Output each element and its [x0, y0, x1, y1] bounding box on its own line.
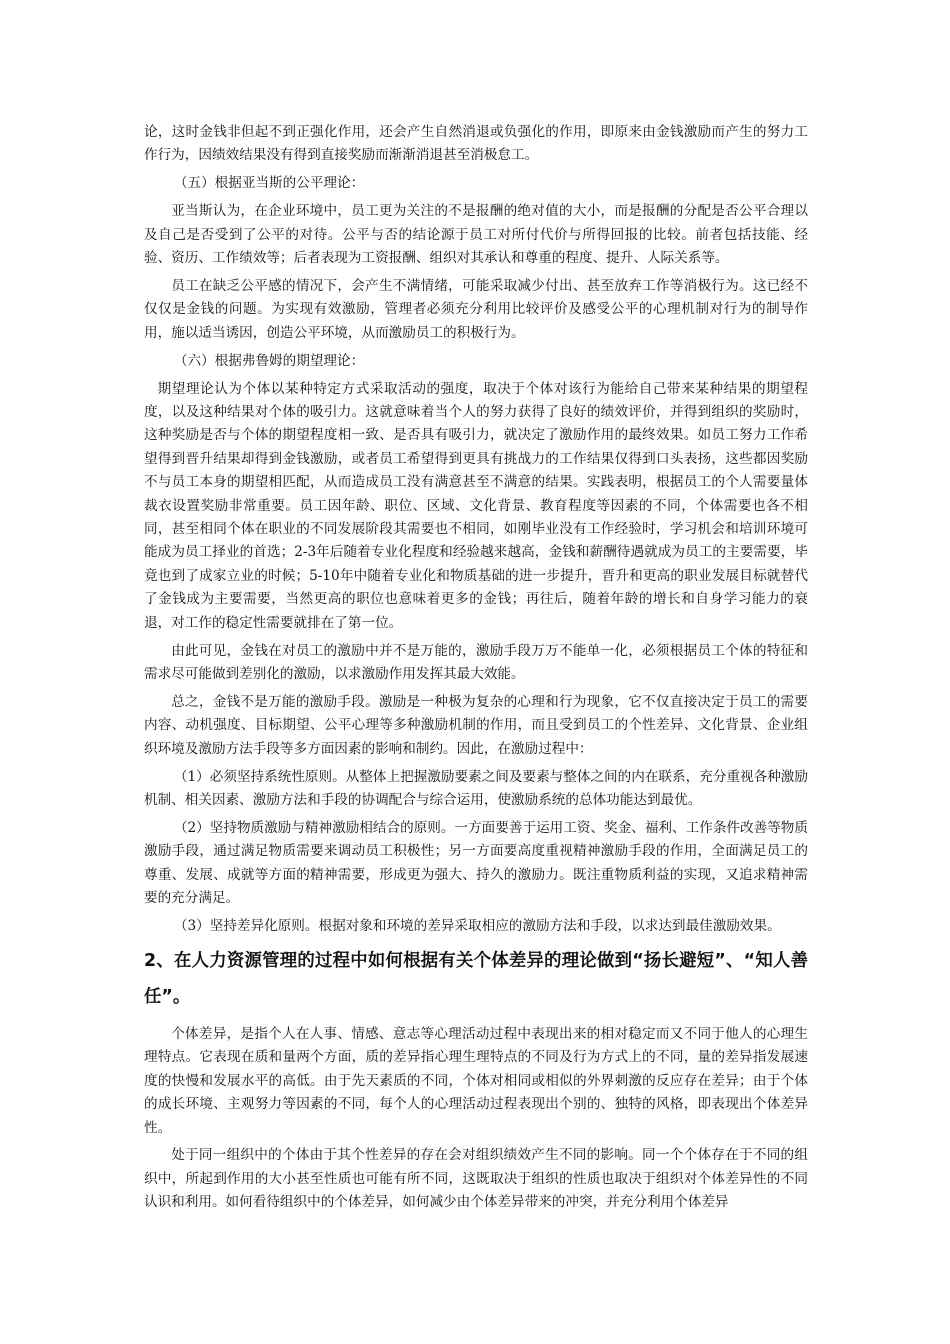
principle-differentiation: （3）坚持差异化原则。根据对象和环境的差异采取相应的激励方法和手段，以求达到最佳激励效果。	[173, 918, 781, 934]
paragraph-adams-theory: 亚当斯认为，在企业环境中，员工更为关注的不是报酬的绝对值的大小，而是报酬的分配是否公平合理以及自己是否受到了公平的对待。公平与否的结论源于员工对所付代价与所得回报的比较。前者包括技能、经验、资历、工作绩效等；后者表现为工资报酬、组织对其承认和尊重的程度、提升、人际关系等。	[144, 203, 808, 267]
document-page	[144, 121, 808, 1219]
principle-systematic: （1）必须坚持系统性原则。从整体上把握激励要素之间及要素与整体之间的内在联系，充分重视各种激励机制、相关因素、激励方法和手段的协调配合与综合运用，使激励系统的总体功能达到最优。	[144, 768, 808, 808]
paragraph-expectancy-theory: 期望理论认为个体以某种特定方式采取活动的强度，取决于个体对该行为能给自己带来某种结果的期望程度，以及这种结果对个体的吸引力。这就意味着当个人的努力获得了良好的绩效评价，并得到组织的奖励时，这种奖励是否与个体的期望程度相一致、是否具有吸引力，就决定了激励作用的最终效果。如员工努力工作希望得到晋升结果却得到金钱激励，或者员工希望得到更具有挑战力的工作结果仅得到口头表扬，这些都因奖励不与员工本身的期望相匹配，从而造成员工没有满意甚至不满意的结果。实践表明，根据员工的个人需要量体裁衣设置奖励非常重要。员工因年龄、职位、区域、文化背景、教育程度等因素的不同，个体需要也各不相同，甚至相同个体在职业的不同发展阶段其需要也不相同，如刚毕业没有工作经验时，学习机会和培训环境可能成为员工择业的首选；2-3年后随着专业化程度和经验越来越高，金钱和薪酬待遇就成为员工的主要需要，毕竟也到了成家立业的时候；5-10年中随着专业化和物质基础的进一步提升，晋升和更高的职业发展目标就替代了金钱成为主要需要，当然更高的职位也意味着更多的金钱；再往后，随着年龄的增长和自身学习能力的衰退，对工作的稳定性需要就排在了第一位。	[144, 380, 808, 631]
principle-material-spiritual: （2）坚持物质激励与精神激励相结合的原则。一方面要善于运用工资、奖金、福利、工作条件改善等物质激励手段，通过满足物质需要来调动员工积极性；另一方面要高度重视精神激励手段的作用，全面满足员工的尊重、发展、成就等方面的精神需要，形成更为强大、持久的激励力。既注重物质利益的实现，又追求精神需要的充分满足。	[144, 819, 808, 907]
section-heading-vroom-expectancy-theory: （六）根据弗鲁姆的期望理论：	[173, 352, 365, 369]
question-heading: 2、在人力资源管理的过程中如何根据有关个体差异的理论做到“扬长避短”、“知人善任”。	[144, 950, 808, 1007]
paragraph-summary: 总之，金钱不是万能的激励手段。激励是一种极为复杂的心理和行为现象，它不仅直接决定于员工的需要内容、动机强度、目标期望、公平心理等多种激励机制的作用，而且受到员工的个性差异、文化背景、企业组织环境及激励方法手段等多方面因素的影响和制约。因此，在激励过程中：	[144, 693, 808, 757]
paragraph-continued: 论，这时金钱非但起不到正强化作用，还会产生自然消退或负强化的作用，即原来由金钱激励而产生的努力工作行为，因绩效结果没有得到直接奖励而渐渐消退甚至消极怠工。	[144, 124, 808, 164]
paragraph-individual-differences: 个体差异，是指个人在人事、情感、意志等心理活动过程中表现出来的相对稳定而又不同于他人的心理生理特点。它表现在质和量两个方面，质的差异指心理生理特点的不同及行为方式上的不同，量的差异指发展速度的快慢和发展水平的高低。由于先天素质的不同，个体对相同或相似的外界刺激的反应存在差异；由于个体的成长环境、主观努力等因素的不同，每个人的心理活动过程表现出个别的、独特的风格，即表现出个体差异性。	[144, 1025, 808, 1136]
section-heading-adams-equity-theory: （五）根据亚当斯的公平理论：	[173, 175, 365, 192]
paragraph-conclusion-money: 由此可见，金钱在对员工的激励中并不是万能的，激励手段万万不能单一化，必须根据员工个体的特征和需求尽可能做到差别化的激励，以求激励作用发挥其最大效能。	[144, 642, 808, 682]
paragraph-fairness: 员工在缺乏公平感的情况下，会产生不满情绪，可能采取减少付出、甚至放弃工作等消极行为。这已经不仅仅是金钱的问题。为实现有效激励，管理者必须充分利用比较评价及感受公平的心理机制对行为的制导作用，施以适当诱因，创造公平环境，从而激励员工的积极行为。	[144, 277, 808, 341]
paragraph-organization-differences: 处于同一组织中的个体由于其个性差异的存在会对组织绩效产生不同的影响。同一个个体存在于不同的组织中，所起到作用的大小甚至性质也可能有所不同，这既取决于组织的性质也取决于组织对个体差异性的不同认识和利用。如何看待组织中的个体差异，如何减少由个体差异带来的冲突，并充分利用个体差异	[144, 1147, 808, 1211]
